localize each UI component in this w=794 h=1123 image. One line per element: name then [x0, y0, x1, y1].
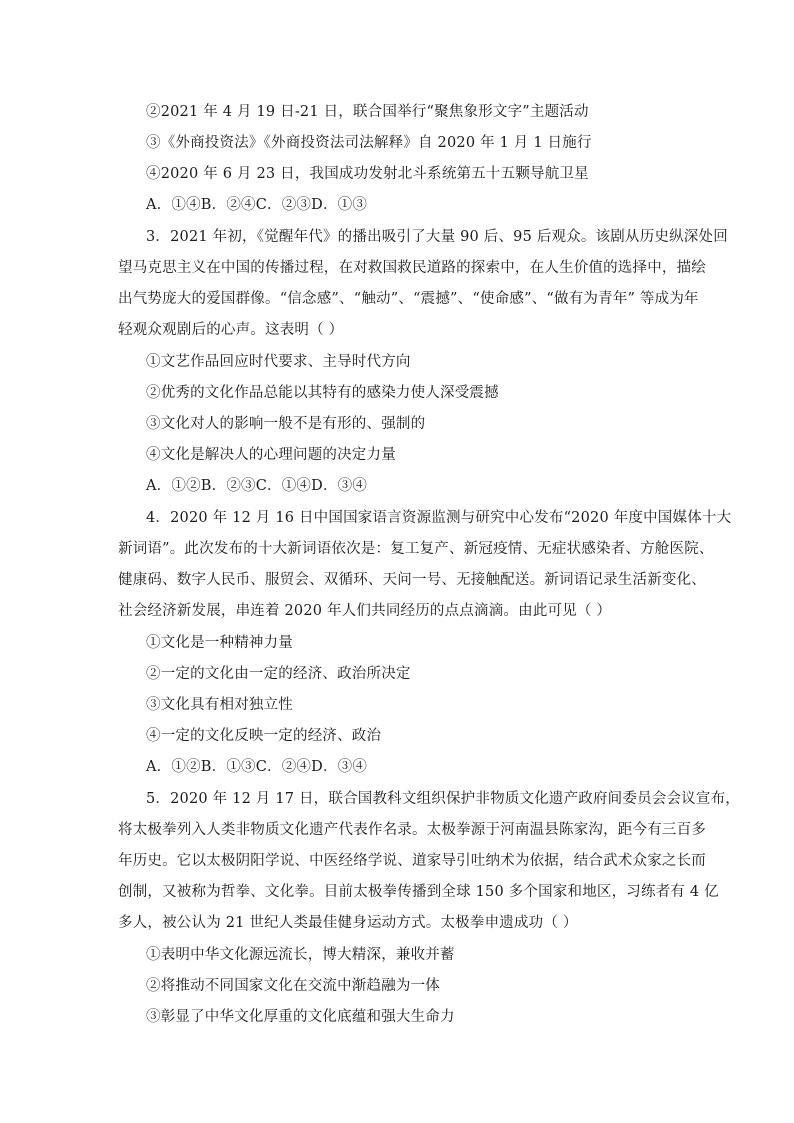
q3-answer-choices: A．①②B．②③C．①④D．③④: [146, 478, 368, 494]
q3-option-1: ①文艺作品回应时代要求、主导时代方向: [146, 354, 411, 370]
q4-stem-line-3: 健康码、数字人民币、服贸会、双循环、天问一号、无接触配送。新词语记录生活新变化、: [118, 572, 706, 588]
q5-stem-line-5: 多人，被公认为 21 世纪人类最佳健身运动方式。太极拳申遗成功（ ）: [118, 915, 578, 931]
q3-stem-line-1: 3．2021 年初，《觉醒年代》的播出吸引了大量 90 后、95 后观众。该剧从历史纵深处回: [146, 229, 728, 245]
q3-stem-line-4: 轻观众观剧后的心声。这表明（ ）: [118, 322, 344, 338]
q3-option-3: ③文化对人的影响一般不是有形的、强制的: [146, 416, 426, 432]
q2-option-3: ③《外商投资法》《外商投资法司法解释》自 2020 年 1 月 1 日施行: [146, 135, 592, 151]
q2-answer-choices: A．①④B．②④C．②③D．①③: [146, 197, 368, 213]
q4-option-2: ②一定的文化由一定的经济、政治所决定: [146, 666, 411, 682]
q3-option-2: ②优秀的文化作品总能以其特有的感染力使人深受震撼: [146, 385, 499, 401]
q4-answer-choices: A．①②B．①③C．②④D．③④: [146, 759, 368, 775]
q4-stem-line-2: 新词语”。此次发布的十大新词语依次是：复工复产、新冠疫情、无症状感染者、方舱医院、: [118, 541, 714, 557]
q3-option-4: ④文化是解决人的心理问题的决定力量: [146, 447, 396, 463]
q5-option-2: ②将推动不同国家文化在交流中渐趋融为一体: [146, 978, 440, 994]
q4-option-3: ③文化具有相对独立性: [146, 697, 293, 713]
q2-option-4: ④2020 年 6 月 23 日，我国成功发射北斗系统第五十五颗导航卫星: [146, 166, 589, 182]
q4-stem-line-4: 社会经济新发展，串连着 2020 年人们共同经历的点点滴滴。由此可见（ ）: [118, 603, 612, 619]
q4-stem-line-1: 4．2020 年 12 月 16 日中国国家语言资源监测与研究中心发布“2020 年度中国媒体十大: [146, 510, 732, 526]
q5-stem-line-1: 5．2020 年 12 月 17 日，联合国教科文组织保护非物质文化遗产政府间委员会会议宣布，: [146, 791, 740, 807]
q3-stem-line-3: 出气势庞大的爱国群像。“信念感”、“触动”、“震撼”、“使命感”、“做有为青年” 等成为年: [118, 291, 699, 307]
q4-option-4: ④一定的文化反映一定的经济、政治: [146, 728, 382, 744]
q5-option-3: ③彰显了中华文化厚重的文化底蕴和强大生命力: [146, 1009, 455, 1025]
q5-option-1: ①表明中华文化源远流长，博大精深，兼收并蓄: [146, 947, 455, 963]
q3-stem-line-2: 望马克思主义在中国的传播过程，在对救国救民道路的探索中，在人生价值的选择中，描绘: [118, 260, 706, 276]
q4-option-1: ①文化是一种精神力量: [146, 635, 293, 651]
q5-stem-line-3: 年历史。它以太极阴阳学说、中医经络学说、道家导引吐纳术为依据，结合武术众家之长而: [118, 853, 706, 869]
q2-option-2: ②2021 年 4 月 19 日-21 日，联合国举行“聚焦象形文字”主题活动: [146, 104, 589, 120]
q5-stem-line-4: 创制，又被称为哲拳、文化拳。目前太极拳传播到全球 150 多个国家和地区，习练者有 4 亿: [118, 884, 719, 900]
q5-stem-line-2: 将太极拳列入人类非物质文化遗产代表作名录。太极拳源于河南温县陈家沟，距今有三百多: [118, 822, 706, 838]
